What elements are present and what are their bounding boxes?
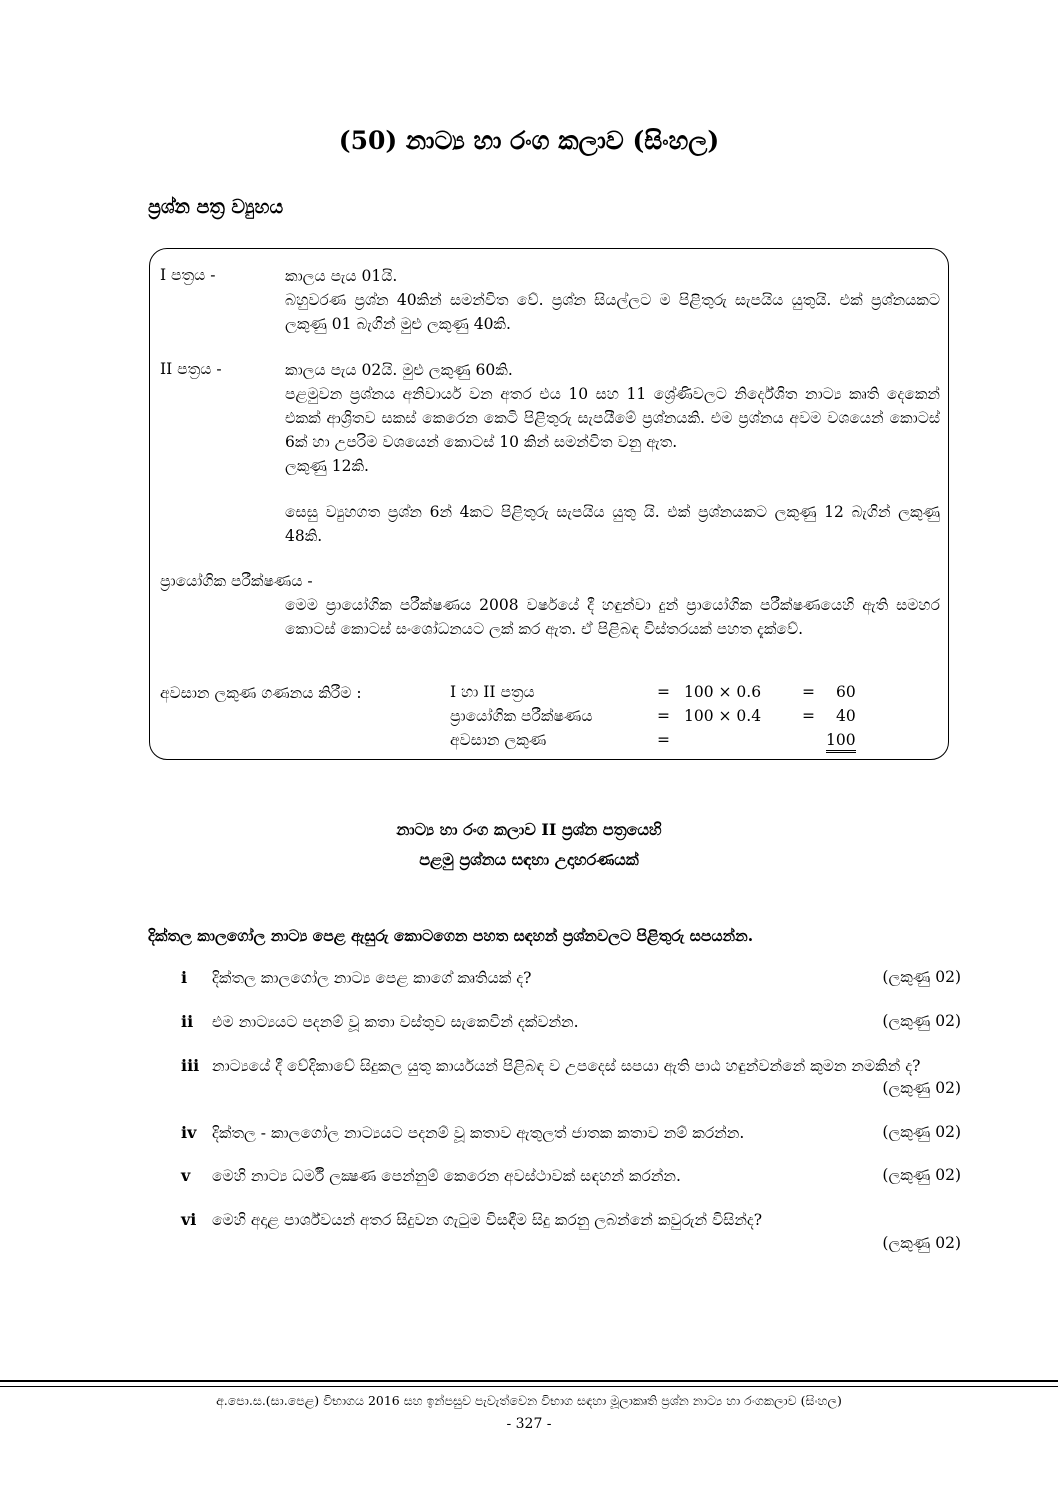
question-marks: (ලකුණු 02) xyxy=(882,1079,961,1097)
question-marks: (ලකුණු 02) xyxy=(882,1012,961,1030)
question-number: iv xyxy=(181,1123,197,1142)
question-text: මෙහි නාට්‍ය ධර්මී ලක්‍ෂණ පෙන්නුම් කෙරෙන අවස්ථාවක් සඳහන් කරන්න. xyxy=(212,1167,681,1185)
calc-row-result: 40 xyxy=(836,707,856,725)
question-number: ii xyxy=(181,1012,194,1031)
question-text: එම නාට්‍යයට පදනම් වූ කතා වස්තුව සැකෙවින් දක්වන්න. xyxy=(212,1013,579,1031)
paper2-first-question: පළමුවන ප්‍රශ්නය අනිවාර්ය වන අතර එය 10 සහ 11 ශ්‍රේණිවලට නිර්දේශිත නාට්‍ය කෘති දෙකෙන් එකක් ආශ්‍රිතව සකස් කෙරෙන කෙටි පිළිතුරු සැපයීමේ ප්‍රශ්නයකි. එම ප්‍රශ්නය අවම වශයෙන් කොටස් 6ක් හා උපරිම වශයෙන් කොටස් 10 කින් සමන්විත වනු ඇත. xyxy=(285,385,940,451)
calc-row-formula: 100 × 0.6 xyxy=(684,683,762,701)
calc-row-formula: 100 × 0.4 xyxy=(684,707,762,725)
section-heading: ප්‍රශ්න පත්‍ර ව්‍යුහය xyxy=(148,196,284,218)
question-marks: (ලකුණු 02) xyxy=(882,1123,961,1141)
question-number: iii xyxy=(181,1056,200,1075)
question-number: i xyxy=(181,968,188,987)
footer-text: අ.පො.ස.(සා.පෙළ) විභාගය 2016 සහ ඉන්පසුව පැවැත්වෙන විභාග සඳහා මූලාකෘති ප්‍රශ්න නාට්‍ය හා රංගකලාව (සිංහල) xyxy=(216,1393,842,1408)
final-calc-label: අවසාන ලකුණ ගණනය කිරීම : xyxy=(160,684,362,702)
page-title: (50) නාට්‍ය හා රංග කලාව (සිංහල) xyxy=(338,126,720,155)
calc-row-equals: = xyxy=(657,731,670,749)
paper2-duration: කාලය පැය 02යි. මුළු ලකුණු 60කි. xyxy=(285,361,513,379)
practical-description: මෙම ප්‍රායෝගික පරීක්ෂණය 2008 වර්ෂයේ දී හඳුන්වා දුන් ප්‍රායෝගික පරීක්ෂණයෙහි ඇති සමහර කොටස් කොටස් සංශෝධනයට ලක් කර ඇත. ඒ පිළිබඳ විස්තරයක් පහත දැක්වේ. xyxy=(285,596,940,638)
question-text: දික්තල කාලගෝල නාට්‍ය පෙළ කාගේ කෘතියක් ද? xyxy=(212,969,532,987)
page-number: - 327 - xyxy=(506,1416,552,1432)
calc-total-result: 100 xyxy=(826,731,856,753)
calc-row-item: I හා II පත්‍රය xyxy=(450,683,535,701)
question-marks: (ලකුණු 02) xyxy=(882,1166,961,1184)
example-heading-2: පළමු ප්‍රශ්නය සඳහා උදාහරණයක් xyxy=(419,850,639,869)
paper2-label: II පත්‍රය - xyxy=(160,360,222,378)
footer-rule xyxy=(0,1380,1058,1382)
calc-row-equals: = xyxy=(657,683,670,701)
question-text: මෙහි අදාළ පාර්ශ්වයන් අතර සිදුවන ගැටුම විසඳීම සිදු කරනු ලබන්නේ කවුරුන් විසින්ද? xyxy=(212,1211,763,1229)
question-text: නාට්‍යයේ දී වේදිකාවේ සිදුකල යුතු කාර්යයන් පිළිබඳ ව උපදෙස් සපයා ඇති පාඨ හඳුන්වන්නේ කුමන නමකින් ද? xyxy=(212,1057,921,1075)
paper1-duration: කාලය පැය 01යි. xyxy=(285,267,398,285)
paper1-label: I පත්‍රය - xyxy=(160,266,216,284)
calc-row-equals-2: = xyxy=(802,683,815,701)
paper2-structured-questions: සෙසු ව්‍යුහගත ප්‍රශ්න 6න් 4කට පිළිතුරු සැපයිය යුතු යි. එක් ප්‍රශ්නයකට ලකුණු 12 බැගින් ලකුණු 48කි. xyxy=(285,503,940,545)
calc-row-result: 60 xyxy=(836,683,856,701)
calc-row-item: ප්‍රායෝගික පරීක්ෂණය xyxy=(450,707,593,725)
practical-label: ප්‍රායෝගික පරීක්ෂණය - xyxy=(160,572,313,590)
question-text: දික්තල - කාලගෝල නාට්‍යයට පදනම් වූ කතාව ඇතුලත් ජාතක කතාව නම් කරන්න. xyxy=(212,1124,745,1142)
question-number: vi xyxy=(181,1210,197,1229)
paper1-description: බහුවරණ ප්‍රශ්න 40කින් සමන්විත වේ. ප්‍රශ්න සියල්ලට ම පිළිතුරු සැපයිය යුතුයි. එක් ප්‍රශ්නයකට ලකුණු 01 බැගින් මුළු ලකුණු 40කි. xyxy=(285,291,940,333)
question-marks: (ලකුණු 02) xyxy=(882,1234,961,1252)
calc-row-equals-2: = xyxy=(802,707,815,725)
question-number: v xyxy=(181,1166,191,1185)
question-instruction: දික්තල කාලගෝල නාට්‍ය පෙළ ඇසුරු කොටගෙන පහත සඳහන් ප්‍රශ්නවලට පිළිතුරු සපයන්න. xyxy=(148,926,754,945)
calc-row-equals: = xyxy=(657,707,670,725)
footer-rule-thin xyxy=(0,1386,1058,1387)
paper2-first-question-marks: ලකුණු 12කි. xyxy=(285,457,369,475)
example-heading-1: නාට්‍ය හා රංග කලාව II ප්‍රශ්න පත්‍රයෙහි xyxy=(396,820,662,839)
question-marks: (ලකුණු 02) xyxy=(882,968,961,986)
calc-row-item: අවසාන ලකුණ xyxy=(450,731,547,749)
